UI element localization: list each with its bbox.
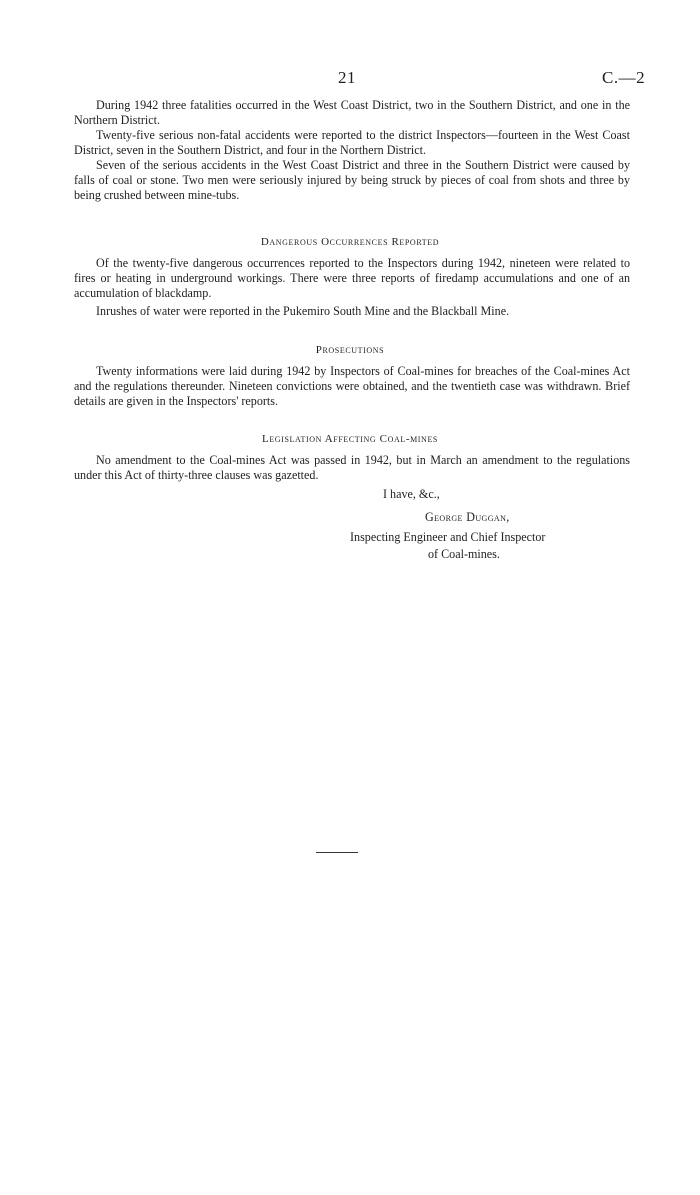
paragraph-dangerous-occurrences: Of the twenty-five dangerous occurrences reported to the Inspectors during 1942, nineteen were related to fires or heating in underground workings. There were three reports of firedamp accumulations and one of an accumulation of blackdamp.: [74, 256, 630, 300]
paragraph-serious-accidents: Seven of the serious accidents in the West Coast District and three in the Southern District were caused by falls of coal or stone. Two men were seriously injured by being struck by pieces of coal from shots and three by being crushed between mine-tubs.: [74, 158, 630, 202]
heading-legislation: Legislation Affecting Coal-mines: [262, 433, 438, 445]
paragraph-fatalities: During 1942 three fatalities occurred in the West Coast District, two in the Southern District, and one in the Northern District.: [74, 98, 630, 127]
page-number: 21: [338, 68, 356, 87]
signature-title: Inspecting Engineer and Chief Inspector: [350, 530, 546, 544]
end-rule: [316, 852, 358, 853]
signature-title-continued: of Coal-mines.: [428, 547, 500, 561]
paragraph-legislation: No amendment to the Coal-mines Act was passed in 1942, but in March an amendment to the regulations under this Act of thirty-three clauses was gazetted.: [74, 453, 630, 482]
heading-prosecutions: Prosecutions: [315, 344, 385, 356]
document-code: C.—2: [602, 68, 646, 87]
paragraph-prosecutions: Twenty informations were laid during 1942 by Inspectors of Coal-mines for breaches of the Coal-mines Act and the regulations thereunder. Nineteen convictions were obtained, and the twentieth case was withdrawn. Brief details are given in the Inspectors' reports.: [74, 364, 630, 408]
paragraph-inrushes: Inrushes of water were reported in the Pukemiro South Mine and the Blackball Mine.: [96, 304, 510, 318]
heading-dangerous-occurrences: Dangerous Occurrences Reported: [260, 236, 440, 248]
signature-name: George Duggan,: [425, 510, 510, 524]
paragraph-non-fatal-accidents: Twenty-five serious non-fatal accidents were reported to the district Inspectors—fourteen in the West Coast District, seven in the Southern District, and four in the Northern District.: [74, 128, 630, 157]
signature-closing: I have, &c.,: [383, 487, 440, 501]
